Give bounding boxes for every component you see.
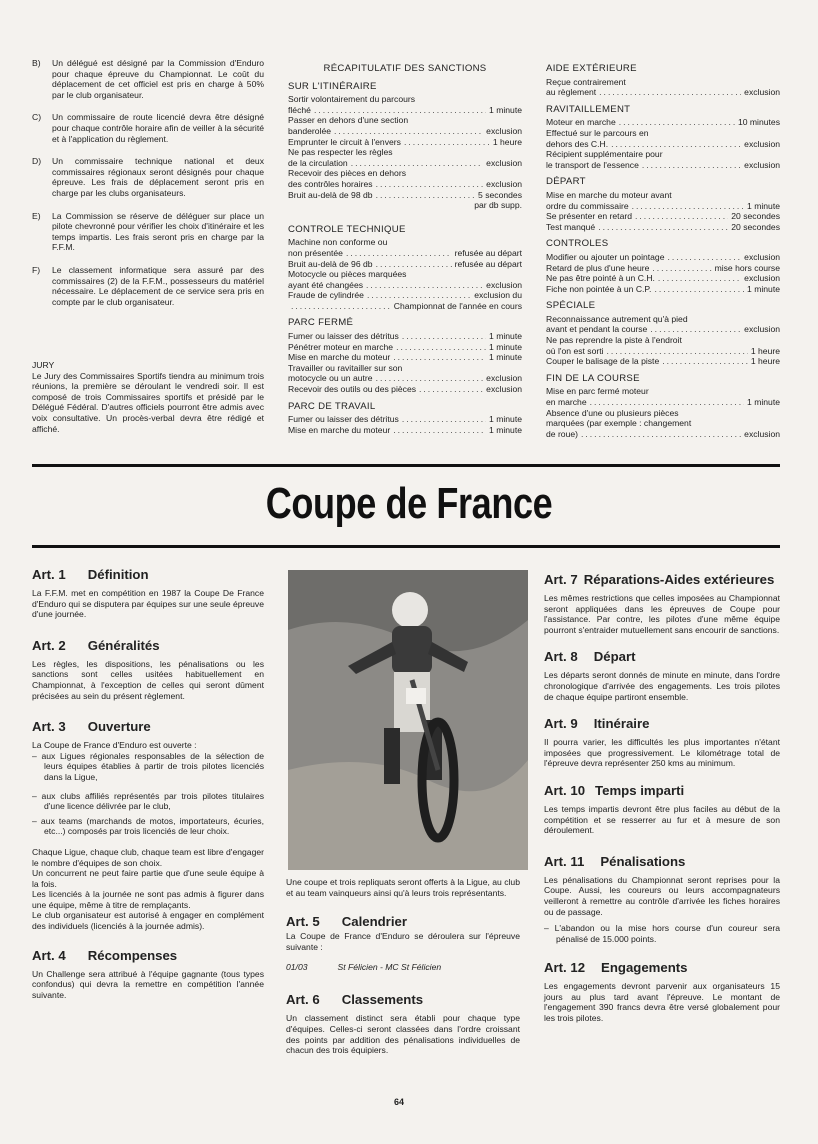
recap-speciale xyxy=(546,301,780,367)
sanction-line: Mise en parc fermé moteur xyxy=(546,386,649,397)
sanction-line: Ne pas reprendre la piste à l'endroit xyxy=(546,335,682,346)
art-body: Les départs seront donnés de minute en minute, dans l'ordre chronologique d'arrivée des engagements. Les trois pilotes de chaque équipe partiront ensemble. xyxy=(544,670,780,702)
section-heading: FIN DE LA COURSE xyxy=(546,372,640,384)
art-body: La Coupe de France d'Enduro se déroulera sur l'épreuve suivante : xyxy=(286,931,520,952)
sanction-row: Moteur en marche ..... 10 minutes xyxy=(546,117,780,128)
recap-fin xyxy=(546,374,780,440)
item-c xyxy=(32,112,264,144)
sanction-row: le transport de l'essence ..... exclusion xyxy=(546,160,780,171)
item-b xyxy=(32,58,264,100)
sanction-line: Absence d'une ou plusieurs pièces xyxy=(546,407,679,418)
section-heading: PARC FERMÉ xyxy=(288,317,354,329)
sanction-row: Emprunter le circuit à l'envers ..... 1 heure xyxy=(288,137,522,148)
item-label: C) xyxy=(32,112,42,123)
section-heading: DÉPART xyxy=(546,176,586,188)
sanction-row: ordre du commissaire ..... 1 minute xyxy=(546,201,780,212)
sanction-row: avant et pendant la course ..... exclusion xyxy=(546,324,780,335)
sanction-line: Machine non conforme ou xyxy=(288,237,388,248)
sanction-row: motocycle ou un autre ..... exclusion xyxy=(288,373,522,384)
section-heading: SUR L'ITINÉRAIRE xyxy=(288,80,377,92)
sanction-row: en marche ..... 1 minute xyxy=(546,397,780,408)
item-text: Un délégué est désigné par la Commission d'Enduro pour chaque épreuve du Championnat. Le coût du déplacement de cet officiel est pris en charge à 50% par le club organisateur. xyxy=(52,58,264,100)
sanction-row: dehors des C.H. ..... exclusion xyxy=(546,139,780,150)
sanction-row: Fumer ou laisser des détritus ..... 1 minute xyxy=(288,331,522,342)
item-text: Un commissaire technique national et deux commissaires régionaux seront désignés pour chaque épreuve. Les frais de déplacement seront pris en charge par les clubs organisateurs. xyxy=(52,156,264,198)
sanction-row: Mise en marche du moteur ..... 1 minute xyxy=(288,352,522,363)
sanction-line: Mise en marche du moteur avant xyxy=(546,189,672,200)
sanction-row: où l'on est sorti ..... 1 heure xyxy=(546,346,780,357)
coupe-right-column xyxy=(544,572,780,1024)
recap-column xyxy=(288,64,522,442)
art-heading: Art. 3 Ouverture xyxy=(32,719,151,735)
section-heading: RAVITAILLEMENT xyxy=(546,103,631,115)
sanction-row: Pénétrer moteur en marche ..... 1 minute xyxy=(288,342,522,353)
calendar-event: St Félicien - MC St Félicien xyxy=(337,962,442,973)
sanction-row: Test manqué ..... 20 secondes xyxy=(546,222,780,233)
sanction-row: Se présenter en retard ..... 20 secondes xyxy=(546,211,780,222)
sanction-row: banderolée ..... exclusion xyxy=(288,126,522,137)
recap-parc-ferme xyxy=(288,318,522,394)
item-text: La Commission se réserve de déléguer sur place un pilote chevronné pour vérifier les choix d'itinéraire et les temps impartis. Les frais seront pris en charge par la F.F.M. xyxy=(52,210,264,253)
art-heading: Art. 12 Engagements xyxy=(544,960,688,976)
sanction-line: Récipient supplémentaire pour xyxy=(546,149,663,160)
sanction-line: Motocycle ou pièces marquées xyxy=(288,269,407,280)
recap-parc-travail xyxy=(288,402,522,436)
art-body: Les mêmes restrictions que celles imposées au Championnat seront appliquées dans les épreuves de Coupe pour l'assistance. Par contre, les pilotes d'une même équipe pourront s'entraider mutuellement sans encourir de sanctions. xyxy=(544,593,780,635)
sanction-line: Sortir volontairement du parcours xyxy=(288,94,416,105)
sanction-line: Ne pas respecter les règles xyxy=(288,147,393,158)
art-body: Les règles, les dispositions, les pénalisations ou les sanctions sont celles usitées habituellement en Championnat, à l'exception de celles qui seront dûment précisées au sein du présent règlement. xyxy=(32,658,264,701)
sanction-row: ..... Championnat de l'année en cours xyxy=(288,301,522,312)
recap-aide xyxy=(546,64,780,98)
sanction-row: Mise en marche du moteur ..... 1 minute xyxy=(288,425,522,436)
item-text: Un commissaire de route licencié devra être désigné pour chaque contrôle horaire afin de veiller à la sécurité et à l'application du règlement. xyxy=(52,112,264,144)
sanction-line: Recevoir des pièces en dehors xyxy=(288,168,406,179)
photo-caption: Une coupe et trois repliquats seront offerts à la Ligue, au club et au team vainqueurs ainsi qu'à leurs trois représentants. xyxy=(286,877,520,898)
sanction-line: Effectué sur le parcours en xyxy=(546,127,649,138)
art-heading: Art. 10 Temps imparti xyxy=(544,782,685,798)
recap-depart xyxy=(546,177,780,232)
sanction-row: de la circulation ..... exclusion xyxy=(288,158,522,169)
sanction-row: Bruit au-delà de 98 db ..... 5 secondes xyxy=(288,190,522,201)
sanction-row: Recevoir des outils ou des pièces ..... exclusion xyxy=(288,384,522,395)
sanction-row: Ne pas être pointé à un C.H. ..... exclusion xyxy=(546,273,780,284)
section-heading: CONTROLE TECHNIQUE xyxy=(288,223,406,235)
recap-ravitaillement xyxy=(546,105,780,171)
sanction-line: Passer en dehors d'une section xyxy=(288,115,409,126)
art-body: La F.F.M. met en compétition en 1987 la Coupe De France d'Enduro qui se disputera par équipes sur une seule épreuve d'une journée. xyxy=(32,588,264,620)
sanction-row: Fumer ou laisser des détritus ..... 1 minute xyxy=(288,414,522,425)
recap-column-right xyxy=(546,64,780,446)
art-body: Les engagements devront parvenir aux organisateurs 15 jours au plus tard avant l'épreuve. Le montant de l'engagement 390 francs devra être versé globalement pour les trois pilotes. xyxy=(544,981,780,1024)
art-body: La Coupe de France d'Enduro est ouverte : – aux Ligues régionales responsables de la sélection de leurs équipes établies à partir de trois pilotes licenciés dans la Ligue, – aux clubs affiliés représentés par trois pilotes titulaires d'une licence délivrée par le club, – aux teams (marchands de motos, importateurs, écuries, etc...) composés par trois licenciés de leur choix. Chaque Ligue, chaque club, chaque team est libre d'engager le nombre d'équipes de son choix. Un concurrent ne peut faire partie que d'une seule équipe à la fois. Les licenciés à la journée ne sont pas admis à figurer dans une équipe, même à titre de remplaçants. Le club organisateur est autorisé à engager en complément des individuels (licenciés à la journée admis). xyxy=(32,740,264,932)
section-heading: AIDE EXTÉRIEURE xyxy=(546,63,637,74)
sanction-line: marquées (par exemple : changement xyxy=(546,418,692,429)
art-body: Il pourra varier, les difficultés les plus importantes n'étant imposées que progressivement. Le kilométrage total de l'épreuve devra représenter 250 kms au minimum. xyxy=(544,737,780,769)
sanction-row: non présentée ..... refusée au départ xyxy=(288,248,522,259)
sanction-row: fléché ..... 1 minute xyxy=(288,105,522,116)
recap-technique xyxy=(288,225,522,312)
sanction-row: Fraude de cylindrée ..... exclusion du xyxy=(288,290,522,301)
art-body: Les pénalisations du Championnat seront reprises pour la Coupe. Aussi, les coureurs ou leurs accompagnateurs veilleront à remettre au contrôle d'arrivée les fiches horaires ou de passage. – L'abandon ou la mise hors course d'un coureur sera pénalisé de 15.000 points. xyxy=(544,874,780,944)
art-body: Un classement distinct sera établi pour chaque type d'équipes. Celles-ci seront classées dans l'ordre croissant des points par addition des pénalisations individuelles de chacun des trois équipiers. xyxy=(286,1013,520,1056)
sanction-row: Modifier ou ajouter un pointage ..... exclusion xyxy=(546,252,780,263)
main-title: Coupe de France xyxy=(265,479,553,528)
sanction-row: de roue) ..... exclusion xyxy=(546,429,780,440)
jury-text: Le Jury des Commissaires Sportifs tiendra au minimum trois réunions, la première se déroulant le vendredi soir. Il est composé de trois Commissaires sportifs et présidé par le Délégué Fédéral. D'autres officiels pourront être admis avec voix consultative. Un procès-verbal devra être rédigé et affiché. xyxy=(32,370,264,434)
art-heading: Art. 5 Calendrier xyxy=(286,914,407,930)
motorcycle-rider-image xyxy=(288,570,528,870)
item-label: F) xyxy=(32,264,41,275)
art-body: Les temps impartis devront être plus faciles au début de la compétition et se resserrer au fur et à mesure de son déroulement. xyxy=(544,803,780,836)
item-label: B) xyxy=(32,58,41,68)
section-heading: SPÉCIALE xyxy=(546,300,596,312)
sanction-row: Fiche non pointée à un C.P. ..... 1 minute xyxy=(546,284,780,295)
jury-heading: JURY xyxy=(32,360,55,370)
top-rule xyxy=(32,464,780,467)
item-text: Le classement informatique sera assuré par des commissaires (2) de la F.F.M., possesseurs du matériel nécessaire. Le déplacement de ce service sera pris en compte par le club organisateur. xyxy=(52,264,264,307)
recap-itineraire xyxy=(288,82,522,211)
sanction-line: par db supp. xyxy=(474,200,522,211)
coupe-left-column xyxy=(32,567,264,1000)
art-body: Un Challenge sera attribué à l'équipe gagnante (tous types confondus) qui devra la remettre en compétition l'année suivante. xyxy=(32,968,264,1000)
bottom-rule xyxy=(32,545,780,548)
sanction-row: Couper le balisage de la piste ..... 1 heure xyxy=(546,356,780,367)
item-e xyxy=(32,210,264,253)
art-heading: Art. 2 Généralités xyxy=(32,637,160,653)
enduro-rider-photo xyxy=(288,570,528,870)
section-heading: CONTROLES xyxy=(546,238,609,250)
art-heading: Art. 7 Réparations-Aides extérieures xyxy=(544,572,775,587)
sanction-row: des contrôles horaires ..... exclusion xyxy=(288,179,522,190)
sanction-line: Travailler ou ravitailler sur son xyxy=(288,362,403,373)
jury-block xyxy=(32,360,264,434)
sanction-row: Retard de plus d'une heure ..... mise hors course xyxy=(546,263,780,274)
section-heading: PARC DE TRAVAIL xyxy=(288,400,376,412)
sanction-line: Reçue contrairement xyxy=(546,76,626,87)
item-f xyxy=(32,264,264,307)
art-heading: Art. 8 Départ xyxy=(544,649,636,665)
page-number: 64 xyxy=(394,1097,405,1107)
sanction-row: Bruit au-delà de 96 db ..... refusée au départ xyxy=(288,259,522,270)
recap-controles xyxy=(546,239,780,294)
item-d xyxy=(32,156,264,198)
left-top-column xyxy=(32,58,264,316)
coupe-middle-column xyxy=(286,877,520,1056)
recap-title: RÉCAPITULATIF DES SANCTIONS xyxy=(323,63,487,74)
sanction-row: ayant été changées ..... exclusion xyxy=(288,280,522,291)
calendar-date: 01/03 xyxy=(286,962,308,973)
art-heading: Art. 4 Récompenses xyxy=(32,947,178,963)
item-label: D) xyxy=(32,156,42,167)
art-heading: Art. 1 Définition xyxy=(32,567,149,582)
art-heading: Art. 6 Classements xyxy=(286,992,424,1008)
sanction-row: au règlement ..... exclusion xyxy=(546,87,780,98)
item-label: E) xyxy=(32,210,41,221)
calendar-row xyxy=(286,962,520,972)
sanction-line: Reconnaissance autrement qu'à pied xyxy=(546,313,688,324)
art-heading: Art. 11 Pénalisations xyxy=(544,853,686,869)
art-heading: Art. 9 Itinéraire xyxy=(544,716,650,732)
